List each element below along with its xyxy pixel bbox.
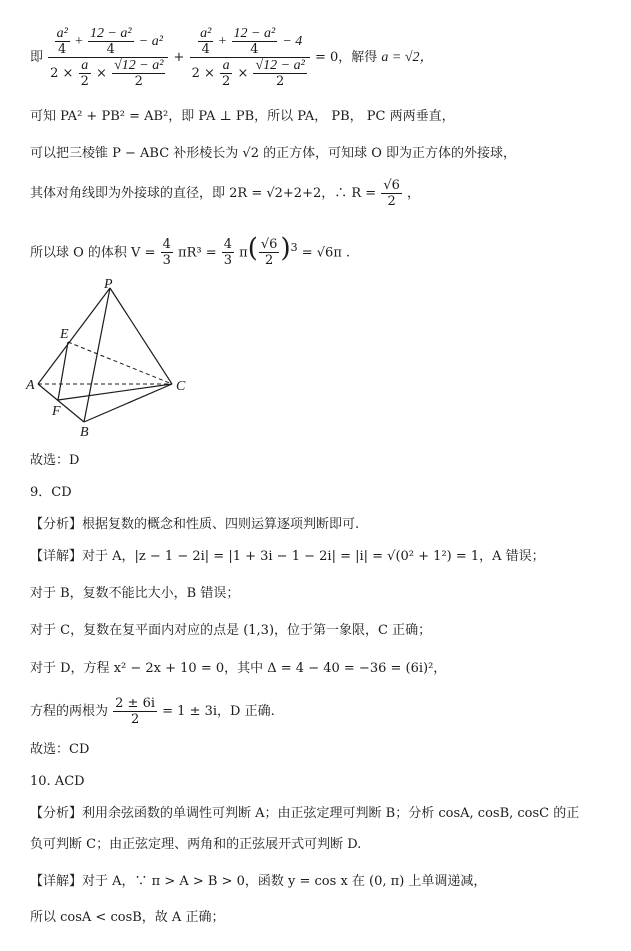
text-line-5: 所以球 O 的体积 V = $\frac{4}{3}$ πR³ = $\frac{4}{3}$ π( $\frac{√6}{2}$ )$^3$ = √6π . [30, 233, 351, 269]
q10-analysis: 【分析】利用余弦函数的单调性可判断 A；由正弦定理可判断 B；分析 cosA, cosB, cosC 的正 [30, 806, 580, 821]
answer-8: 故选：D [30, 453, 80, 468]
equation-line-1: 即 $\frac{\text{a²}}{4}$ + $\frac{\text{12 − a²}}{4}$ − a² 2 × $\frac{a}{2}$ × $\frac{\text{√12 − a²}}{2}$ + $\frac{\text{a²}}{4}$ + $\frac{\text{12 − a²}}{4}$ − 4 2 × $\frac{a}{2}$ × $\frac{\text{√12 − a²}}{2}$ = 0，解得 a = √2， [30, 26, 434, 89]
q9-detail: 【详解】对于 A，|z − 1 − 2i| = |1 + 3i − 1 − 2i| = |i| = √(0² + 1²) = 1，A 错误； [30, 549, 545, 564]
big-fraction-1: $\frac{\text{a²}}{4}$ + $\frac{\text{12 − a²}}{4}$ − a² 2 × $\frac{a}{2}$ × $\frac{\text{√12 − a²}}{2}$ [48, 26, 168, 89]
label-B: B [80, 425, 89, 440]
q9-option-b: 对于 B，复数不能比大小，B 错误； [30, 586, 240, 601]
tetrahedron-figure [24, 276, 204, 440]
text-line-4: 其体对角线即为外接球的直径，即 2R = √2+2+2，∴ R = $\frac{√6}{2}$ ， [30, 178, 421, 209]
label-E: E [60, 327, 69, 342]
q10-detail: 【详解】对于 A，∵ π > A > B > 0，函数 y = cos x 在 (0, π) 上单调递减， [30, 874, 487, 889]
big-fraction-2: $\frac{\text{a²}}{4}$ + $\frac{\text{12 − a²}}{4}$ − 4 2 × $\frac{a}{2}$ × $\frac{\text{√12 − a²}}{2}$ [190, 26, 310, 89]
q9-analysis: 【分析】根据复数的概念和性质、四则运算逐项判断即可. [30, 517, 360, 532]
q9-option-c: 对于 C，复数在复平面内对应的点是 (1,3)，位于第一象限，C 正确； [30, 623, 432, 638]
question-10-header: 10. ACD [30, 774, 85, 789]
label-A: A [26, 378, 35, 393]
prefix: 即 [30, 50, 44, 65]
q10-analysis-cont: 负可判断 C；由正弦定理、两角和的正弦展开式可判断 D. [30, 837, 362, 852]
label-F: F [52, 404, 61, 419]
label-C: C [176, 379, 186, 394]
answer-9: 故选：CD [30, 742, 90, 757]
q9-roots: 方程的两根为 $\frac{2 \pm 6i}{2}$ = 1 ± 3i，D 正确. [30, 696, 275, 727]
text-line-3: 可以把三棱锥 P − ABC 补形棱长为 √2 的正方体，可知球 O 即为正方体的外接球， [30, 146, 517, 161]
label-P: P [104, 277, 113, 292]
text-line-2: 可知 PA² + PB² = AB²，即 PA ⊥ PB，所以 PA， PB， PC 两两垂直， [30, 109, 455, 124]
q10-last-line: 所以 cosA < cosB，故 A 正确； [30, 910, 225, 925]
q9-option-d: 对于 D，方程 x² − 2x + 10 = 0，其中 Δ = 4 − 40 = −36 = (6i)²， [30, 661, 447, 676]
question-9-header: 9．CD [30, 485, 72, 500]
